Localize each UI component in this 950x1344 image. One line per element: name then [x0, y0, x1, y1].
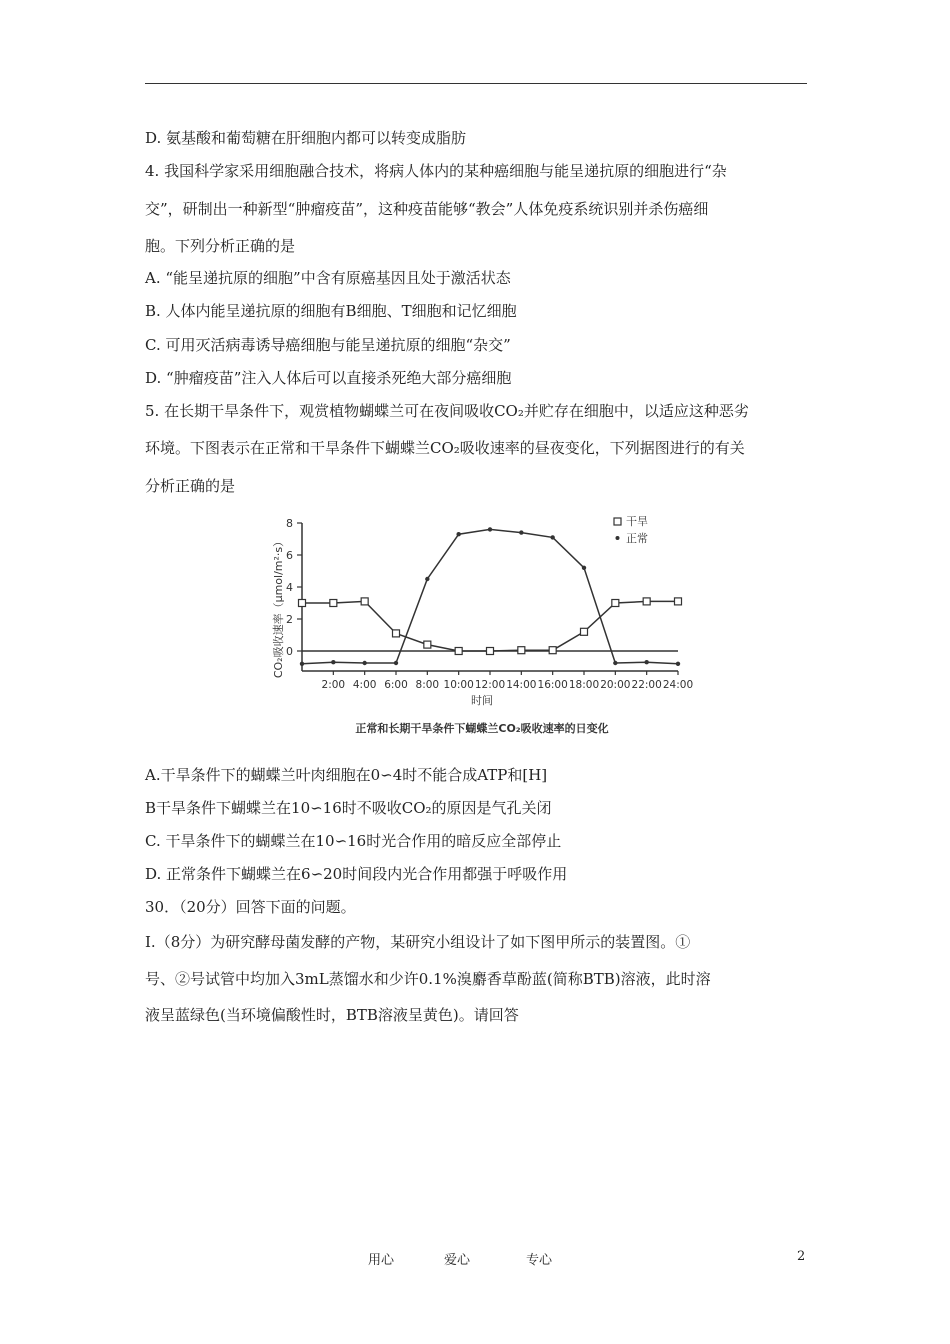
data-point-normal [362, 661, 366, 665]
legend [614, 515, 648, 545]
text-line: A.干旱条件下的蝴蝶兰叶肉细胞在0∽4时不能合成ATP和[H] [145, 766, 548, 784]
data-point-drought [581, 628, 588, 635]
footer-text: 爱心 [444, 1253, 471, 1268]
text-line: 分析正确的是 [145, 477, 236, 495]
data-point-normal [488, 527, 492, 531]
y-axis-label: CO₂吸收速率（μmol/m²·s） [272, 535, 285, 679]
y-tick-label: 8 [286, 517, 293, 530]
header-rule [145, 83, 807, 84]
data-point-normal [300, 662, 304, 666]
y-tick-label: 4 [286, 581, 293, 594]
series-line-drought [302, 601, 678, 651]
chart-title: 正常和长期干旱条件下蝴蝶兰CO₂吸收速率的日变化 [355, 722, 609, 735]
data-point-drought [299, 600, 306, 607]
data-point-drought [330, 600, 337, 607]
data-point-normal [331, 660, 335, 664]
footer-text: 用心 [368, 1253, 395, 1268]
x-tick-label: 2:00 [321, 679, 346, 691]
text-line: 环境。下图表示在正常和干旱条件下蝴蝶兰CO₂吸收速率的昼夜变化，下列据图进行的有关 [145, 439, 745, 457]
x-tick-label: 8:00 [415, 679, 440, 691]
data-point-normal [394, 661, 398, 665]
text-line: 交”，研制出一种新型“肿瘤疫苗”，这种疫苗能够“教会”人体免疫系统识别并杀伤癌细 [145, 200, 709, 218]
data-point-normal [582, 566, 586, 570]
text-line: D. 正常条件下蝴蝶兰在6∽20时间段内光合作用都强于呼吸作用 [145, 865, 568, 883]
data-point-normal [519, 530, 523, 534]
text-line: 5. 在长期干旱条件下，观赏植物蝴蝶兰可在夜间吸收CO₂并贮存在细胞中，以适应这种恶劣 [145, 402, 749, 420]
data-point-drought [675, 598, 682, 605]
x-tick-label: 20:00 [600, 679, 631, 691]
data-point-drought [424, 641, 431, 648]
co2-rate-chart [268, 503, 694, 748]
data-point-drought [612, 600, 619, 607]
text-line: 4. 我国科学家采用细胞融合技术，将病人体内的某种癌细胞与能呈递抗原的细胞进行“杂 [145, 162, 727, 180]
data-point-normal [613, 661, 617, 665]
data-point-normal [676, 662, 680, 666]
text-line: 号、②号试管中均加入3mL蒸馏水和少许0.1%溴麝香草酚蓝(简称BTB)溶液，此时溶 [145, 970, 711, 988]
data-point-drought [487, 648, 494, 655]
x-tick-label: 24:00 [662, 679, 694, 691]
legend-label-drought: 干旱 [626, 515, 648, 528]
text-line: B. 人体内能呈递抗原的细胞有B细胞、T细胞和记忆细胞 [145, 302, 517, 320]
page-number: 2 [797, 1249, 806, 1264]
series-lines [302, 529, 678, 663]
x-tick-label: 4:00 [352, 679, 377, 691]
legend-label-normal: 正常 [626, 532, 648, 545]
x-tick-label: 12:00 [474, 679, 506, 691]
x-tick-label: 14:00 [506, 679, 537, 691]
data-point-drought [393, 630, 400, 637]
text-line: D. 氨基酸和葡萄糖在肝细胞内都可以转变成脂肪 [145, 129, 467, 147]
text-line: 30．（20分）回答下面的问题。 [145, 898, 356, 916]
y-tick-label: 2 [286, 613, 293, 626]
series-marks [299, 527, 682, 666]
y-tick-label: 0 [286, 645, 293, 658]
x-tick-label: 22:00 [631, 679, 662, 691]
text-line: I.（8分）为研究酵母菌发酵的产物，某研究小组设计了如下图甲所示的装置图。① [145, 933, 691, 951]
text-line: B干旱条件下蝴蝶兰在10∽16时不吸收CO₂的原因是气孔关闭 [145, 799, 552, 817]
text-line: A. “能呈递抗原的细胞”中含有原癌基因且处于激活状态 [145, 269, 511, 287]
x-ticks [322, 671, 694, 691]
legend-marker-drought [614, 518, 621, 525]
y-tick-label: 6 [286, 549, 293, 562]
text-line: C. 干旱条件下的蝴蝶兰在10∽16时光合作用的暗反应全部停止 [145, 832, 562, 850]
data-point-drought [643, 598, 650, 605]
x-tick-label: 18:00 [568, 679, 600, 691]
text-line: C. 可用灭活病毒诱导癌细胞与能呈递抗原的细胞“杂交” [145, 336, 511, 354]
data-point-normal [456, 532, 460, 536]
footer-text: 专心 [526, 1253, 553, 1268]
x-axis-label: 时间 [471, 694, 493, 707]
legend-marker-normal [616, 536, 620, 540]
x-tick-label: 16:00 [537, 679, 568, 691]
x-tick-label: 6:00 [384, 679, 408, 691]
text-line: 胞。下列分析正确的是 [145, 237, 296, 255]
data-point-drought [361, 598, 368, 605]
x-tick-label: 10:00 [443, 679, 474, 691]
series-line-normal [302, 529, 678, 663]
data-point-drought [518, 647, 525, 654]
text-line: D. “肿瘤疫苗”注入人体后可以直接杀死绝大部分癌细胞 [145, 369, 512, 387]
data-point-normal [644, 660, 648, 664]
data-point-normal [550, 535, 554, 539]
data-point-drought [549, 647, 556, 654]
data-point-drought [455, 648, 462, 655]
data-point-normal [425, 577, 429, 581]
text-line: 液呈蓝绿色(当环境偏酸性时，BTB溶液呈黄色)。请回答 [145, 1006, 519, 1024]
y-ticks [286, 517, 302, 658]
